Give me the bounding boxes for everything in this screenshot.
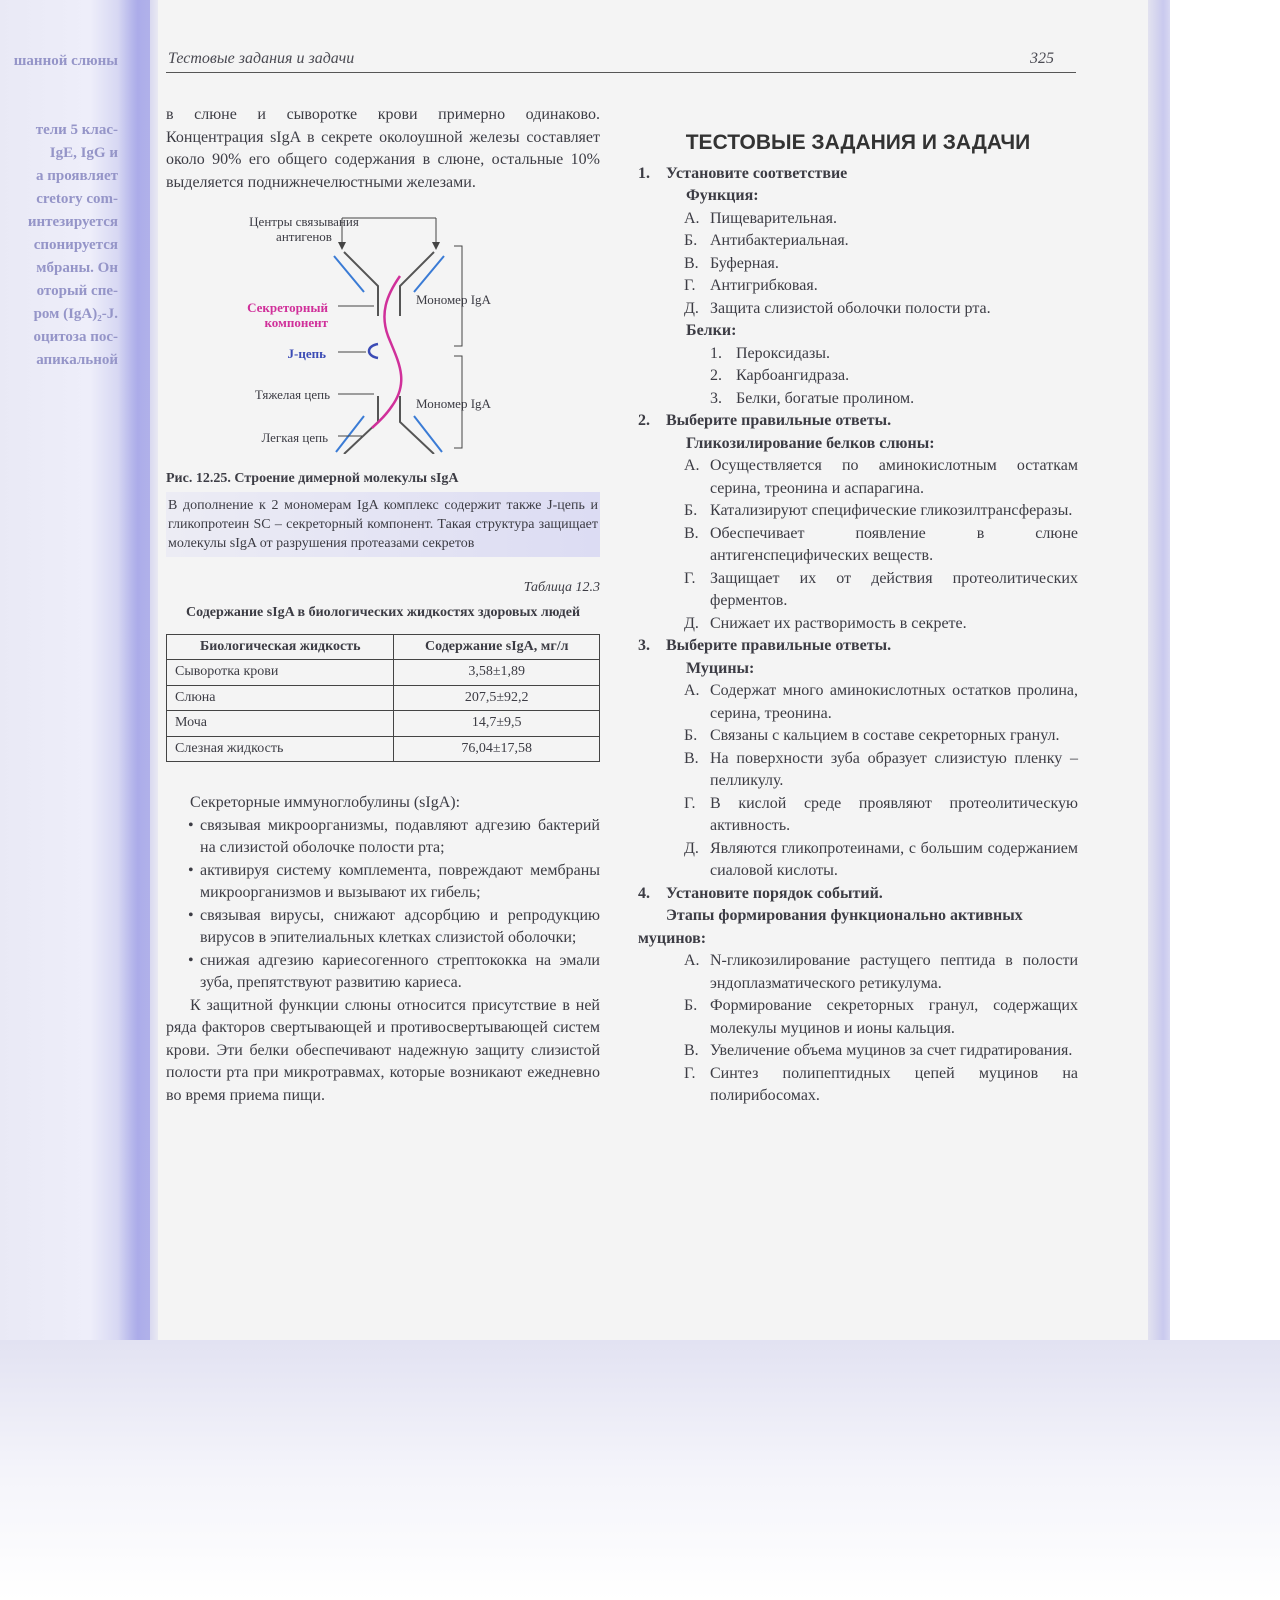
answer-option xyxy=(638,208,1078,231)
option-letter: Д. xyxy=(684,614,699,632)
left-column xyxy=(166,104,600,1107)
secretory-component-line xyxy=(372,276,401,428)
table-cell: Моча xyxy=(167,711,394,737)
option-letter: Б. xyxy=(684,727,698,744)
question-3 xyxy=(638,635,1078,883)
bleed-line: cretory com- xyxy=(36,191,118,207)
table-cell: 76,04±17,58 xyxy=(394,736,600,762)
numbered-item xyxy=(638,365,1078,388)
answer-option xyxy=(638,1063,1078,1108)
item-number: 3. xyxy=(710,389,722,407)
page-number: 325 xyxy=(1030,50,1054,67)
question-number: 4. xyxy=(638,884,650,902)
question-2 xyxy=(638,410,1078,635)
answer-option xyxy=(638,568,1078,613)
column-header: Биологическая жидкость xyxy=(167,634,394,660)
option-letter: Д. xyxy=(684,299,699,317)
question-1 xyxy=(638,163,1078,411)
label-heavy-chain: Тяжелая цепь xyxy=(254,387,330,402)
answer-option xyxy=(638,725,1078,748)
running-head: Тестовые задания и задачи xyxy=(168,50,355,67)
bleed-line: а проявляет xyxy=(35,168,118,184)
table-cell: 3,58±1,89 xyxy=(394,660,600,686)
item-text: Карбоангидраза. xyxy=(736,367,850,384)
numbered-item xyxy=(638,343,1078,366)
table-cell: Слезная жидкость xyxy=(167,736,394,762)
option-text: Защита слизистой оболочки полости рта. xyxy=(710,299,991,317)
option-text: Пищеварительная. xyxy=(710,209,837,227)
table-row xyxy=(167,685,600,711)
scanner-bed xyxy=(0,1340,1280,1600)
option-letter: Б. xyxy=(684,502,698,519)
answer-option xyxy=(638,455,1078,500)
question-heading xyxy=(638,410,1078,433)
section-title: ТЕСТОВЫЕ ЗАДАНИЯ И ЗАДАЧИ xyxy=(685,131,1031,154)
header-rule xyxy=(166,72,1076,73)
bleed-line: ром (IgA)₂-J. xyxy=(33,306,118,322)
table-row xyxy=(167,736,600,762)
option-text: Обеспечивает появление в слюне антигенспецифических веществ. xyxy=(710,524,1078,564)
question-number: 3. xyxy=(638,637,650,654)
list-item: • связывая микроорганизмы, подавляют адгезию бактерий на слизистой оболочке полости рта; xyxy=(166,815,600,860)
bleed-line: интезируется xyxy=(27,214,118,230)
question-subheading: Этапы формирования функционально активных муцинов: xyxy=(638,907,1023,947)
label-monomer-bottom: Мономер IgA xyxy=(416,396,491,411)
option-text: В кислой среде проявляют протеолитическую активность. xyxy=(710,794,1078,834)
question-title: Установите соответствие xyxy=(666,164,848,182)
question-heading xyxy=(638,635,1078,658)
option-text: Являются гликопротеинами, с большим содержанием сиаловой кислоты. xyxy=(710,839,1078,879)
option-text: Содержат много аминокислотных остатков пролина, серина, треонина. xyxy=(710,682,1078,722)
option-letter: В. xyxy=(684,1042,699,1059)
option-letter: Б. xyxy=(684,232,698,249)
option-letter: В. xyxy=(684,524,699,542)
option-letter: А. xyxy=(684,209,700,227)
table-header-row xyxy=(167,634,600,660)
answer-option xyxy=(638,613,1078,636)
numbered-item xyxy=(638,388,1078,411)
option-text: Синтез полипептидных цепей муцинов на полирибосомах. xyxy=(710,1064,1078,1104)
table-title: Содержание sIgA в биологических жидкостях здоровых людей xyxy=(185,604,581,620)
answer-option xyxy=(638,793,1078,838)
answer-option xyxy=(638,298,1078,321)
answer-option xyxy=(638,838,1078,883)
table-cell: 14,7±9,5 xyxy=(394,711,600,737)
answer-option xyxy=(638,523,1078,568)
question-number: 2. xyxy=(638,412,650,429)
option-letter: Г. xyxy=(684,569,696,587)
option-text: Буферная. xyxy=(710,254,779,272)
answer-option xyxy=(638,500,1078,523)
label-antigen-centers: Центры связывания антигенов xyxy=(249,214,359,244)
bleed-line: спонируется xyxy=(33,237,118,253)
question-title: Выберите правильные ответы. xyxy=(666,637,892,654)
question-subheading: Белки: xyxy=(686,322,737,339)
light-chain-line xyxy=(336,416,364,452)
bleed-line: апикальной xyxy=(36,352,118,368)
label-monomer-top: Мономер IgA xyxy=(416,292,491,307)
question-subheading: Муцины: xyxy=(686,659,755,677)
option-text: Снижает их растворимость в секрете. xyxy=(710,614,967,632)
body-lead: Секреторные иммуноглобулины (sIgA): xyxy=(190,794,461,811)
question-number: 1. xyxy=(638,164,650,182)
question-4 xyxy=(638,883,1078,1108)
label-j-chain: J-цепь xyxy=(287,346,326,361)
figure-siga-structure xyxy=(166,196,600,454)
table-cell: Слюна xyxy=(167,685,394,711)
bleed-line: мбраны. Он xyxy=(36,260,118,276)
bleed-line: оцитоза пос- xyxy=(33,329,118,345)
table-row xyxy=(167,711,600,737)
answer-option xyxy=(638,1040,1078,1063)
bleed-line xyxy=(0,73,118,96)
label-light-chain: Легкая цепь xyxy=(261,430,328,445)
option-letter: А. xyxy=(684,952,700,969)
list-item: • активируя систему комплемента, повреждают мембраны микроорганизмов и вызывают их гибель; xyxy=(166,860,600,905)
option-text: Катализируют специфические гликозилтрансферазы. xyxy=(710,502,1073,519)
function-list xyxy=(166,815,600,995)
option-letter: Г. xyxy=(684,794,696,812)
page-right-edge xyxy=(1148,0,1170,1350)
list-item: • связывая вирусы, снижают адсорбцию и репродукцию вирусов в эпителиальных клетках слизистой оболочки; xyxy=(166,905,600,950)
option-text: Защищает их от действия протеолитических ферментов. xyxy=(710,569,1078,609)
answer-option xyxy=(638,680,1078,725)
option-letter: А. xyxy=(684,457,700,474)
bleed-line: шанной слюны xyxy=(13,53,118,69)
heavy-chain-line xyxy=(344,396,378,454)
answer-option xyxy=(638,253,1078,276)
option-letter: В. xyxy=(684,254,699,272)
option-text: Увеличение объема муцинов за счет гидратирования. xyxy=(710,1042,1073,1059)
option-text: Антигрибковая. xyxy=(710,277,818,294)
question-heading xyxy=(638,163,1078,186)
table-cell: Сыворотка крови xyxy=(167,660,394,686)
question-heading xyxy=(638,883,1078,906)
option-text: Формирование секреторных гранул, содержащих молекулы муцинов и ионы кальция. xyxy=(710,997,1078,1037)
body-text xyxy=(166,792,600,1107)
question-title: Установите порядок событий. xyxy=(666,884,883,902)
option-text: Антибактериальная. xyxy=(710,232,849,249)
facing-page-text xyxy=(0,50,118,372)
answer-option xyxy=(638,275,1078,298)
bleed-line: тели 5 клас- xyxy=(35,122,118,138)
question-subheading: Функция: xyxy=(686,187,759,204)
item-number: 2. xyxy=(710,367,722,384)
option-letter: А. xyxy=(684,682,700,699)
item-number: 1. xyxy=(710,344,722,362)
figure-description: В дополнение к 2 мономерам IgA комплекс содержит также J-цепь и гликопротеин SC – секреторный компонент. Такая структура защищает молекулы sIgA от разрушения протеазами секретов xyxy=(166,492,600,557)
answer-option xyxy=(638,950,1078,995)
light-chain-line xyxy=(414,256,444,292)
option-letter: Г. xyxy=(684,1064,696,1082)
closing-paragraph: К защитной функции слюны относится присутствие в ней ряда факторов свертывающей и противосвертывающей систем крови. Эти белки обеспечивают надежную защиту слизистой полости рта при микротравмах, которые возникают ежедневно во время приема пищи. xyxy=(166,996,600,1104)
option-text: N-гликозилирование растущего пептида в полости эндоплазматического ретикулума. xyxy=(710,952,1078,992)
answer-option xyxy=(638,230,1078,253)
table-row xyxy=(167,660,600,686)
arrow-head xyxy=(432,242,440,250)
bleed-line: IgE, IgG и xyxy=(49,145,118,161)
gutter-shadow xyxy=(118,0,158,1350)
option-text: Связаны с кальцием в составе секреторных гранул. xyxy=(710,727,1060,744)
option-letter: Д. xyxy=(684,839,699,857)
option-letter: В. xyxy=(684,749,699,767)
question-subheading: Гликозилирование белков слюны: xyxy=(686,434,935,452)
question-title: Выберите правильные ответы. xyxy=(666,412,892,429)
table-label: Таблица 12.3 xyxy=(523,580,600,595)
list-item: • снижая адгезию кариесогенного стрептококка на эмали зуба, препятствуют развитию кариеса. xyxy=(166,950,600,995)
label-secretory-component: Секреторный компонент xyxy=(247,300,328,330)
option-text: Осуществляется по аминокислотным остаткам серина, треонина и аспарагина. xyxy=(710,457,1078,497)
item-text: Белки, богатые пролином. xyxy=(736,389,915,407)
answer-option xyxy=(638,748,1078,793)
table-cell: 207,5±92,2 xyxy=(394,685,600,711)
light-chain-line xyxy=(414,416,442,452)
answer-option xyxy=(638,995,1078,1040)
right-column xyxy=(638,106,1078,1108)
bleed-line: оторый спе- xyxy=(36,283,118,299)
bleed-line xyxy=(0,96,118,119)
figure-caption: Рис. 12.25. Строение димерной молекулы sIgA xyxy=(166,471,459,486)
option-letter: Б. xyxy=(684,997,698,1014)
option-text: На поверхности зуба образует слизистую пленку – пелликулу. xyxy=(710,749,1078,789)
light-chain-line xyxy=(334,256,364,292)
item-text: Пероксидазы. xyxy=(736,344,831,362)
option-letter: Г. xyxy=(684,277,696,294)
j-chain-line xyxy=(369,344,378,358)
siga-content-table xyxy=(166,634,600,763)
column-header: Содержание sIgA, мг/л xyxy=(394,634,600,660)
intro-paragraph: в слюне и сыворотке крови примерно одинаково. Концентрация sIgA в секрете околоушной железы составляет около 90% его общего содержания в слюне, остальные 10% выделяется поднижнечелюстными железами. xyxy=(166,106,600,191)
